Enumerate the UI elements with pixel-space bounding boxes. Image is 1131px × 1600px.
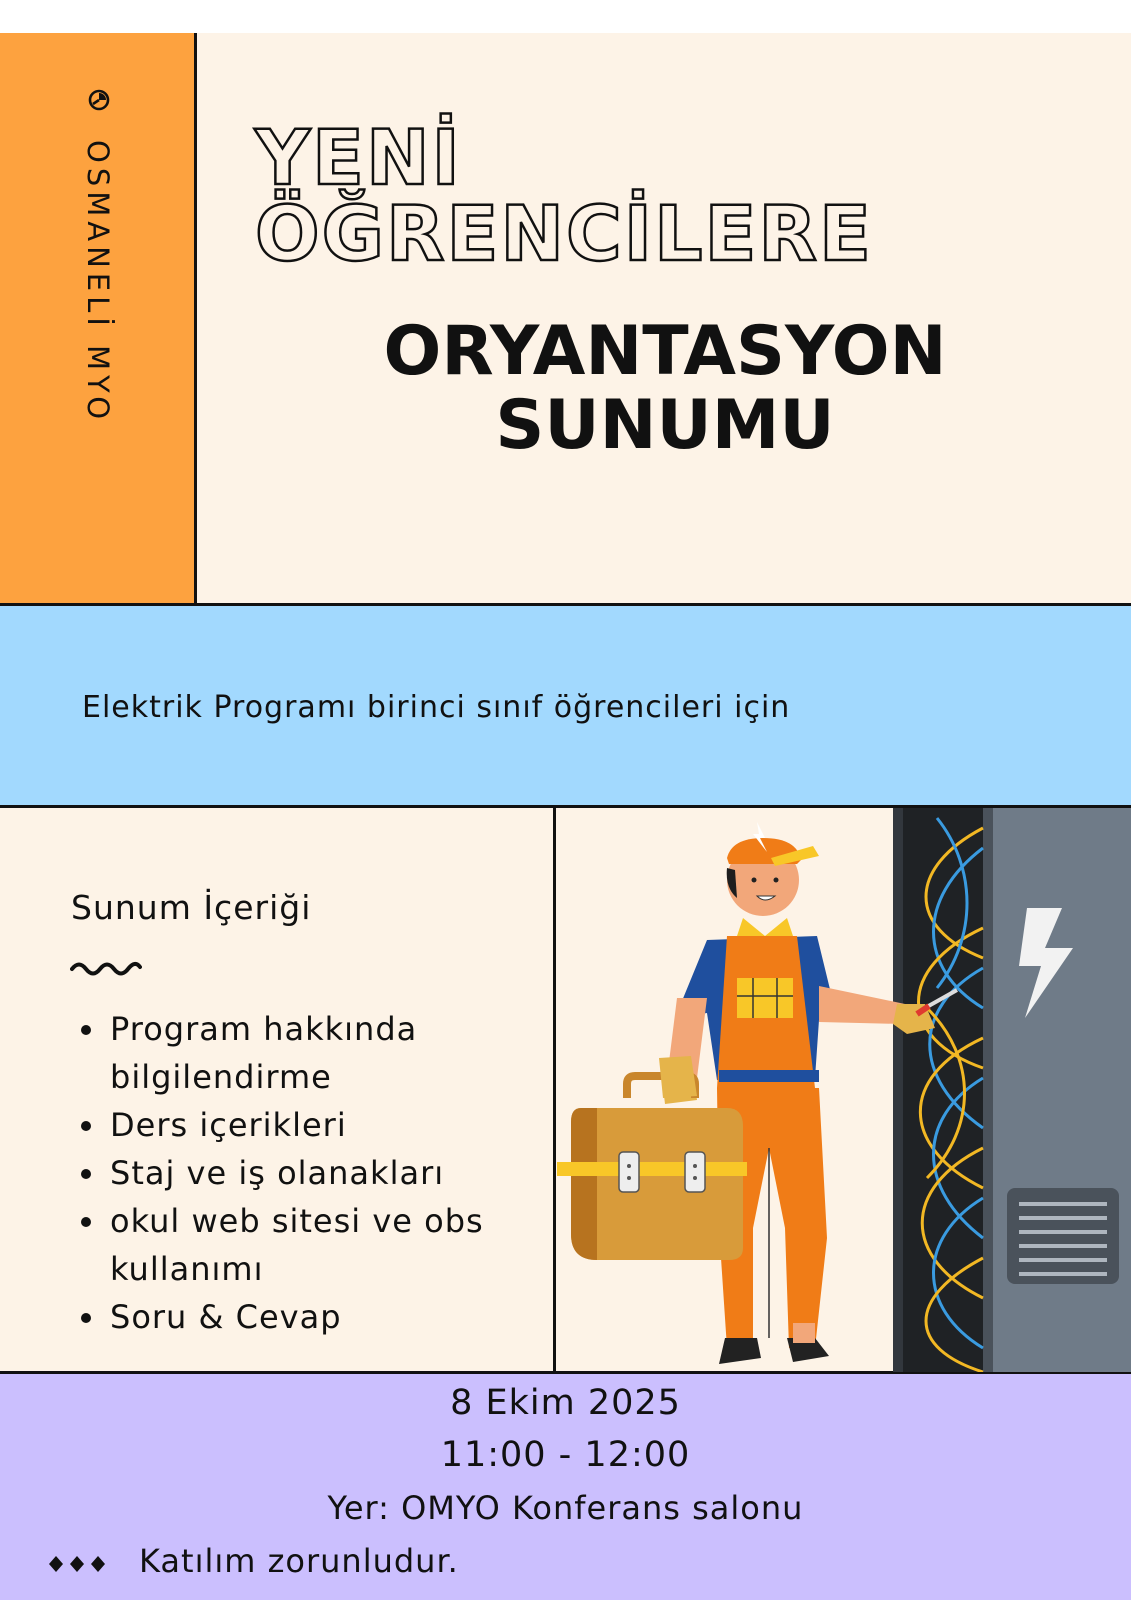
list-item: Soru & Cevap [78,1293,548,1341]
column-divider [553,806,556,1372]
attendance-note: Katılım zorunludur. [139,1542,459,1580]
title-line-3: ORYANTASYON [383,312,947,391]
top-margin [0,0,1131,33]
subtitle: Elektrik Programı birinci sınıf öğrencileri için [82,690,791,725]
event-place: Yer: OMYO Konferans salonu [327,1489,804,1527]
list-item: Staj ve iş olanakları [78,1149,548,1197]
title-bold [200,312,1130,465]
pie-chart-icon [88,89,110,111]
content-list [78,1005,548,1341]
title-line-2: ÖĞRENCİLERE [255,189,873,278]
content-heading: Sunum İçeriği [71,888,312,927]
institution-name: OSMANELİ MYO [81,140,115,425]
title-outline [255,113,1055,278]
divider [0,603,1131,606]
list-item: Program hakkında bilgilendirme [78,1005,548,1101]
event-date: 8 Ekim 2025 [450,1383,681,1423]
squiggle-icon [70,958,142,980]
event-time: 11:00 - 12:00 [440,1435,691,1475]
title-line-4: SUNUMU [495,386,835,465]
worker-right-arm [819,986,905,1024]
diamond-bullets-icon [48,1553,106,1575]
list-item: Ders içerikleri [78,1101,548,1149]
worker-glove [659,1056,697,1098]
title-line-1: YENİ [255,113,462,202]
list-item: okul web sitesi ve obs kullanımı [78,1197,548,1293]
electrician-illustration [557,808,1131,1372]
